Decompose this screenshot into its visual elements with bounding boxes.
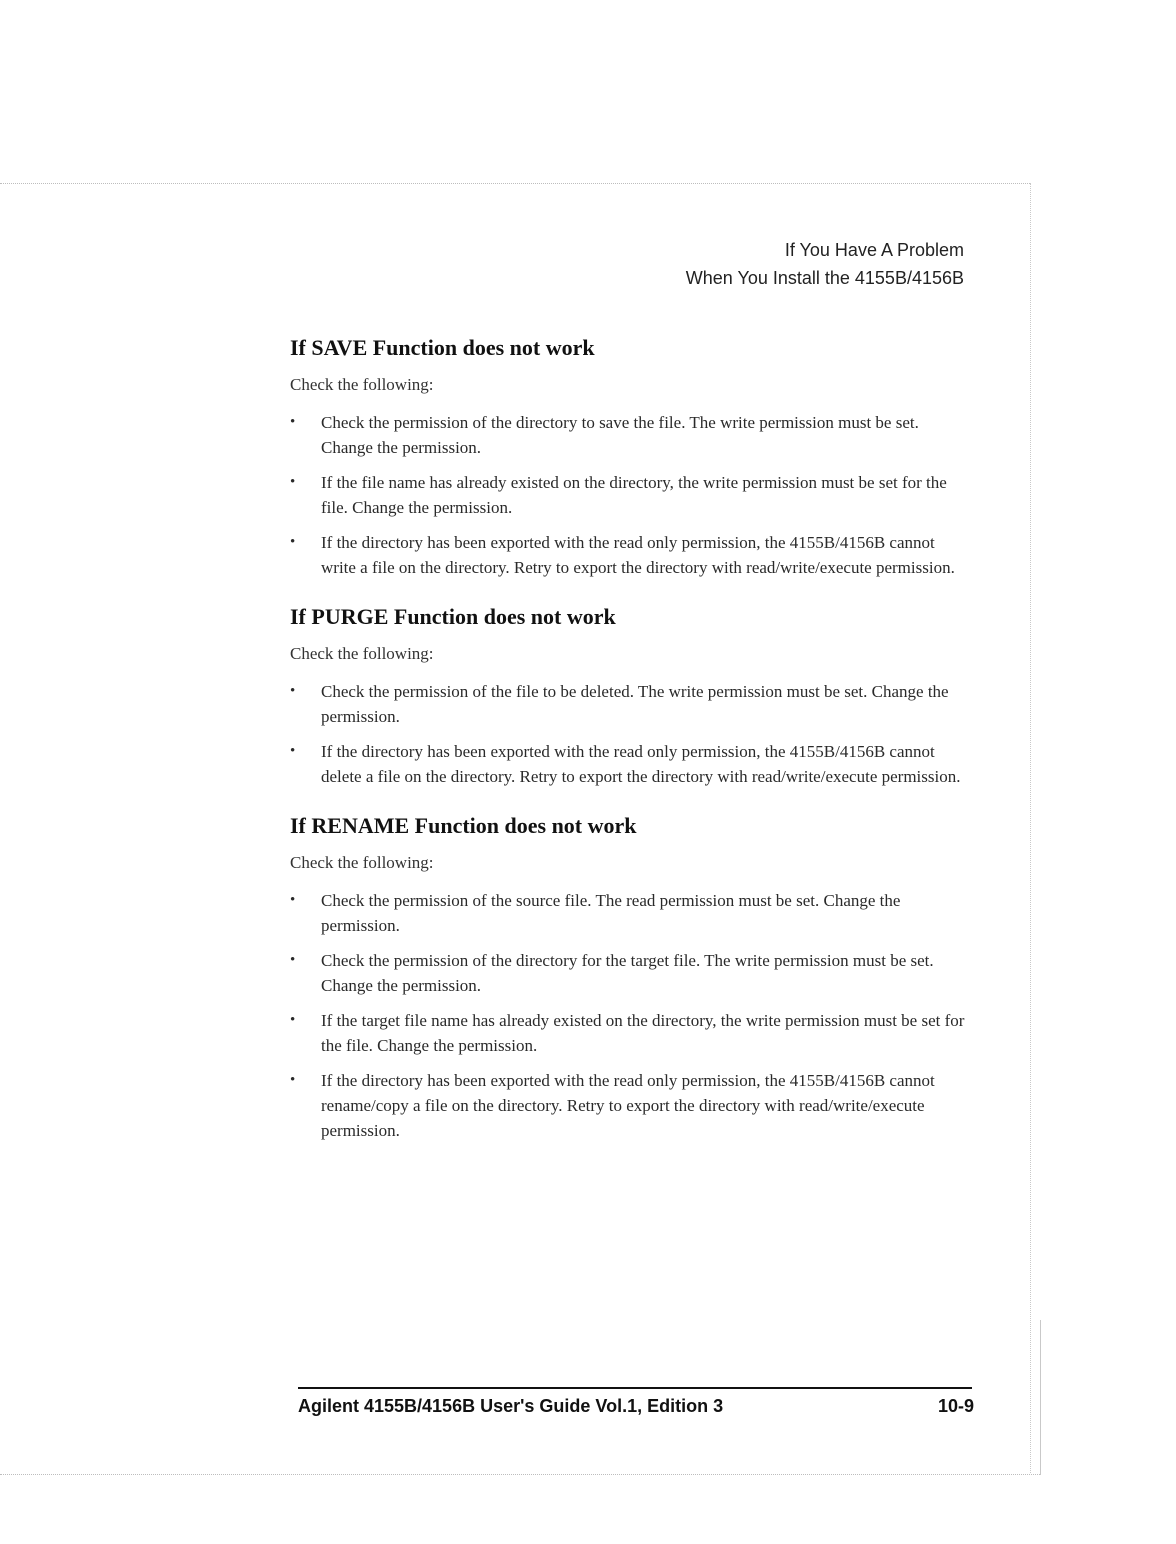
list-item-text: If the directory has been exported with the read only permission, the 4155B/4156B cannot delete a file on the directory. Retry to export the directory with read/write/execute permission. (321, 742, 961, 786)
list-item-text: If the target file name has already existed on the directory, the write permission must be set for the file. Change the permission. (321, 1011, 965, 1055)
list-item (290, 1008, 966, 1058)
bullet-icon: • (290, 534, 296, 550)
list-item (290, 410, 966, 460)
bullet-icon: • (290, 1072, 296, 1088)
scan-edge-bottom (0, 1474, 1040, 1475)
running-head-line-1: If You Have A Problem (784, 240, 964, 260)
bullet-list (290, 410, 966, 580)
list-item (290, 948, 966, 998)
list-item (290, 1068, 966, 1143)
bullet-icon: • (290, 952, 296, 968)
list-item (290, 679, 966, 729)
running-head (686, 236, 964, 292)
list-item (290, 739, 966, 789)
list-item-text: Check the permission of the source file. The read permission must be set. Change the permission. (321, 891, 901, 935)
section-heading: If PURGE Function does not work (290, 604, 616, 629)
section-intro: Check the following: (290, 853, 434, 872)
scan-edge-right-lower (1040, 1320, 1041, 1475)
page-number: 10-9 (937, 1396, 974, 1416)
list-item (290, 888, 966, 938)
section-save (290, 333, 966, 580)
bullet-icon: • (290, 743, 296, 759)
bullet-list (290, 679, 966, 789)
list-item-text: If the directory has been exported with the read only permission, the 4155B/4156B cannot rename/copy a file on the directory. Retry to export the directory with read/write/execute permission. (321, 1071, 935, 1140)
bullet-icon: • (290, 1012, 296, 1028)
bullet-list (290, 888, 966, 1143)
list-item-text: Check the permission of the directory for the target file. The write permission must be set. Change the permission. (321, 951, 934, 995)
bullet-icon: • (290, 892, 296, 908)
bullet-icon: • (290, 474, 296, 490)
list-item-text: If the file name has already existed on the directory, the write permission must be set for the file. Change the permission. (321, 473, 947, 517)
page-content (290, 333, 966, 1153)
list-item-text: Check the permission of the directory to save the file. The write permission must be set. Change the permission. (321, 413, 919, 457)
section-intro: Check the following: (290, 375, 434, 394)
section-purge (290, 602, 966, 789)
list-item (290, 530, 966, 580)
section-heading: If RENAME Function does not work (290, 813, 637, 838)
list-item (290, 470, 966, 520)
running-head-line-2: When You Install the 4155B/4156B (685, 268, 964, 288)
list-item-text: If the directory has been exported with the read only permission, the 4155B/4156B cannot write a file on the directory. Retry to export the directory with read/write/execute permission. (321, 533, 955, 577)
scan-edge-top (0, 183, 1030, 184)
section-intro: Check the following: (290, 644, 434, 663)
section-heading: If SAVE Function does not work (290, 335, 595, 360)
footer-divider (298, 1387, 972, 1389)
bullet-icon: • (290, 414, 296, 430)
section-rename (290, 811, 966, 1143)
bullet-icon: • (290, 683, 296, 699)
list-item-text: Check the permission of the file to be deleted. The write permission must be set. Change the permission. (321, 682, 949, 726)
footer-title: Agilent 4155B/4156B User's Guide Vol.1, Edition 3 (298, 1396, 724, 1416)
scan-edge-right (1030, 183, 1031, 1473)
